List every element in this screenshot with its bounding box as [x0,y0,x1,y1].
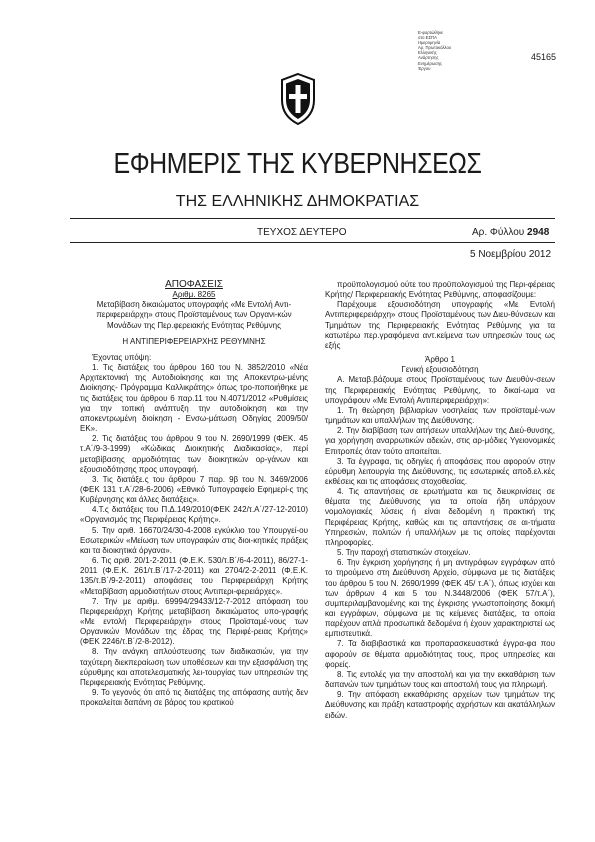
item-5: 5. Την παροχή στατιστικών στοιχείων. [337,548,471,558]
item-6: 6. Την έγκριση χορήγησης ή μη αντιγράφων εγγράφων από το τηρούμενο στη Διεύθυνση Αρχείο, σύμφωνα με τις διατάξεις του άρθρου 5 του Ν. 2690/1999 (ΦΕΚ 45/ τ.Α΄), όπως ισχύει και των άρθρων 4 και 5 του Ν.3448/2006 (ΦΕΚ 57/τ.Α΄), συμπεριλαμβανομένης και της έγκρισης γνωστοποίησης δοκιμή και εγγράφων, σύμφωνα με τις κείμενες διατάξεις, τα οποία παρέχουν απλά προσωπικά δεδομένα ή έχουν χαρακτηριστεί ως εμπιστευτικά. [325,558,555,639]
item-7: 7. Τα διαβιβαστικά και προπαρασκευαστικά έγγρα-φα που αφορούν σε θέματα αρμοδιότητας τους, προς υπηρεσίες και φορείς. [325,639,555,669]
article-title: Γενική εξουσιοδότηση [401,365,479,375]
gazette-title: ΕΦΗΜΕΡΙΣ ΤΗΣ ΚΥΒΕΡΝΗΣΕΩΣ [113,148,482,180]
article-number: Άρθρο 1 [424,355,455,365]
recital-3: 3. Τις διατάξε.ς του άρθρου 7 παρ. 9β του Ν. 3469/2006 (ΦΕΚ 131 τ.Α΄/28-6-2006) «Εθνικό Τυπογραφείο Εφημερί-ς της Κυβέρνησης και άλλες διατάξεις». [80,474,308,505]
sheet-value: 2948 [527,227,550,238]
left-column [80,280,308,708]
recital-4: 4.Τ.ς διατάξεις του Π.Δ.149/2010(ΦΕΚ 242/τ.Α΄/27-12-2010) «Οργανισμός της Περιφέρειας Κρήτης». [80,505,308,525]
greek-coat-of-arms-icon [278,72,318,126]
stamp-line: Ε-φορτώθηκε [418,30,444,35]
recital-5: 5. Την αριθ. 16670/24/30-4-2008 εγκύκλιο του Υπουργεί-ου Εσωτερικών «Μείωση των υπογραφών στις διοι-κητικές πράξεις και τα διοικητικά όργανα». [80,525,308,555]
sheet-number [472,227,549,238]
decision-title: Μεταβίβαση δικαιώματος υπογραφής «Με Εντολή Αντι-περιφερειάρχη» στους Προϊσταμένους των Οργανι-κών Μονάδων της Περ.φερειακής Ενότητας Ρεθύμνης [96,300,292,330]
stamp-line: Ανάρτησης [418,55,439,61]
recital-9-continued: προϋπολογισμού ούτε του προϋπολογισμού της Περι-φέρειας Κρήτης/ Περιφερειακής Ενότητας Ρεθύμνης, αποφασίζουμε: [325,280,555,300]
issue-divider [70,242,555,243]
stamp-line: στο ΕΣΠΑ [418,35,437,41]
recital-8: 8. Την ανάγκη απλούστευσης των διαδικασιών, για την ταχύτερη διεκπεραίωση των υποθέσεων και την εξασφάλιση της εύρυθμης και αποτελεσματικής λει-τουργίας των υπηρεσιών της Περιφερειακής Ενότητας Ρεθύμνης. [80,647,308,687]
clause-a: Α. Μεταβ.βάζουμε στους Προϊσταμένους των Διευθύν-σεων της Περιφερειακής Ενότητας Ρεθύμνης, το δικαί-ωμα να υπογράφουν «Με Εντολή Αντιπεριφερειάρχη»: [325,375,555,405]
decision-number: Αριθμ. 8265 [172,290,216,300]
recital-7: 7. Την με αριθμ. 69994/29433/12-7-2012 απόφαση του Περιφερειάρχη Κρήτης μεταβίβαση δικαιώματος υπο-γραφής «Με εντολή Περιφερειάρχη» στους Προϊσταμέ-νους των Οργανικών Μονάδων της έδρας της Περιφέ-ρειας Κρήτης» (ΦΕΚ 2246/τ.Β΄/2-8-2012). [80,596,308,647]
stamp-line: Ενημέρωσης [418,60,443,66]
item-4: 4. Τις απαντήσεις σε ερωτήματα και τις διευκρινίσεις σε θέματα της Διεύθυνσης για τα οποία ήδη υπάρχουν νομολογιακές λύσεις ή είναι δεδομένη η πρακτική της Περιφέρειας Κρήτης, καθώς και τις απαντήσεις σε αι-τήματα Υπηρεσιών, πολιτών ή υπαλλήλων με τις οποίες παρέχονται πληροφορίες. [325,487,555,547]
stamp-line: Έργου [418,65,431,71]
item-2: 2. Την διαβίβαση των αιτήσεων υπαλλήλων της Διεύ-θυνσης, για χορήγηση αναρρωτικών αδειών, στις αρ-μόδιες Υγειονομικές Επιτροπές όταν τούτο απαιτείται. [325,426,555,456]
recital-1: 1. Τις διατάξεις του άρθρου 160 του Ν. 3852/2010 «Νέα Αρχιτεκτονική της Αυτοδιοίκησης και της Αποκεντρω-μένης Διοίκησης- Πρόγραμμα Καλλικράτης» όπως τρο-ποποιήθηκε με τις διατάξεις του άρθρου 6 παρ.11 του Ν.4071/2012 «Ρυθμίσεις για την τοπική ανάπτυξη την αυτοδιοίκηση και την αποκεντρωμένη διοίκηση - Ενσω-μάτωση Οδηγίας 2009/50/ΕΚ». [80,363,308,434]
gazette-subtitle: ΤΗΣ ΕΛΛΗΝΙΚΗΣ ΔΗΜΟΚΡΑΤΙΑΣ [175,193,420,210]
item-1: 1. Τη θεώρηση βιβλιαρίων νοσηλείας των προϊσταμέ-νων τμημάτων και υπαλλήλων της Διεύθυνσης. [325,405,555,426]
issue-label: ΤΕΥΧΟΣ ΔΕΥΤΕΡΟ [257,227,347,238]
having-in-mind: Έχοντας υπόψη: [92,352,152,362]
issuing-authority: Η ΑΝΤΙΠΕΡΙΦΕΡΕΙΑΡΧΗΣ ΡΕΘΥΜΝΗΣ [122,336,266,346]
item-8: 8. Τις εντολές για την αποστολή και για την εκκαθάριση των δαπανών των τμημάτων τους και αποστολή τους για πληρωμή. [325,669,555,690]
section-heading: ΑΠΟΦΑΣΕΙΣ [165,279,223,290]
item-9: 9. Την απόφαση εκκαθάρισης αρχείων των τμημάτων της Διεύθυνσης και πράξη καταστροφής αχρήστων και ακατάλληλων ειδών. [325,690,555,720]
publication-date: 5 Νοεμβρίου 2012 [470,249,552,260]
stamp-line: Αρ. Πρωτοκόλλου [418,45,452,51]
item-3: 3. Τα έγγραφα, τις οδηγίες ή αποφάσεις που αφορούν στην εύρυθμη λειτουργία της Διεύθυνσης, τις εσωτερικές αποδ.ελ.κές εκθέσεις και τις αποφάσεις στοχοθεσίας. [325,456,555,486]
sheet-label: Αρ. Φύλλου [472,227,525,238]
recital-6: 6. Τις αριθ. 20/1-2-2011 (Φ.Ε.Κ. 530/τ.Β΄/6-4-2011), 86/27-1-2011 (Φ.Ε.Κ. 261/τ.Β΄/17-2-2011) και 2704/2-2-2011 (Φ.Ε.Κ. 135/τ.Β΄/9-2-2011) αποφάσεις του Περιφερειάρχη Κρήτης «Μεταβίβαση αρμοδιοτήτων στους Αντιπερι-φερειάρχες». [80,556,308,596]
publication-stamp [418,30,496,71]
page-number: 45165 [531,52,557,62]
recital-9: 9. Το γεγονός ότι από τις διατάξεις της απόφασης αυτής δεν προκαλείται δαπάνη σε βάρος του κρατικού [80,688,308,708]
stamp-line: Ημερομηνία [418,40,441,46]
recital-2: 2. Τις διατάξεις του άρθρου 9 του Ν. 2690/1999 (ΦΕΚ. 45 τ.Α΄/9-3-1999) «Κώδικας Διοικητικής Διαδικασίας», περί μεταβίβασης αρμοδιότητας των διοικητικών ορ-γάνων και εξουσιοδότησης προς υπογραφή. [80,434,308,474]
header-divider [70,218,555,219]
stamp-line: Ελληνικής [418,50,437,56]
right-column [325,280,555,721]
authorization-intro: Παρέχουμε εξουσιοδότηση υπογραφής «Με Εντολή Αντιπεριφερειάρχη» στους Προϊσταμένους των Διευ-θύνσεων και Τμημάτων της Περιφερειακής Ενότητας Ρεθύμνης για τα κατωτέρω περ.γραφόμενα αντ.κείμενα των υπηρεσιών τους ως εξής [325,300,555,350]
